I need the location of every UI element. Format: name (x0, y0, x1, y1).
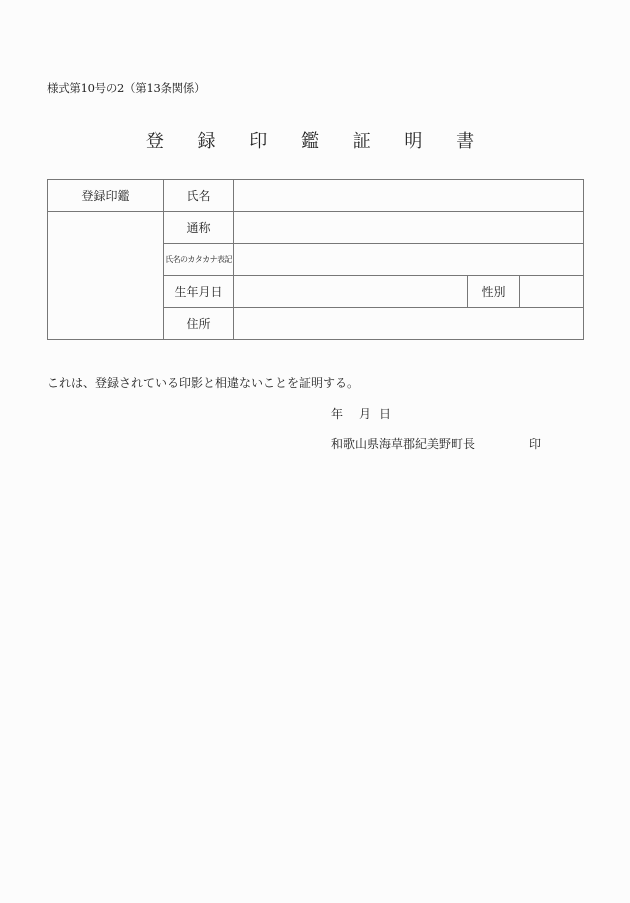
table-row-name (48, 180, 584, 212)
alias-value (234, 212, 584, 244)
name-label: 氏名 (164, 180, 234, 212)
address-value (234, 308, 584, 340)
birthdate-label: 生年月日 (164, 276, 234, 308)
form-number: 様式第10号の2（第13条関係） (47, 81, 206, 95)
date-day: 日 (379, 407, 392, 421)
certificate-table (47, 179, 584, 340)
document-title: 登 録 印 鑑 証 明 書 (145, 131, 489, 152)
date-month: 月 (359, 407, 372, 421)
certification-statement: これは、登録されている印影と相違ないことを証明する。 (47, 376, 360, 390)
date-year: 年 (331, 407, 344, 421)
name-value (234, 180, 584, 212)
seal-mark: 印 (529, 437, 542, 451)
issuer-name: 和歌山県海草郡紀美野町長 (331, 437, 476, 451)
seal-impression-box (48, 212, 164, 340)
alias-label: 通称 (164, 212, 234, 244)
address-label: 住所 (164, 308, 234, 340)
gender-label: 性別 (468, 276, 520, 308)
katakana-name-label: 氏名のカタカナ表記 (164, 244, 234, 276)
issue-date (331, 405, 391, 422)
katakana-name-value (234, 244, 584, 276)
gender-value (520, 276, 584, 308)
registered-seal-header: 登録印鑑 (48, 180, 164, 212)
birthdate-value (234, 276, 468, 308)
table-row-alias (48, 212, 584, 244)
